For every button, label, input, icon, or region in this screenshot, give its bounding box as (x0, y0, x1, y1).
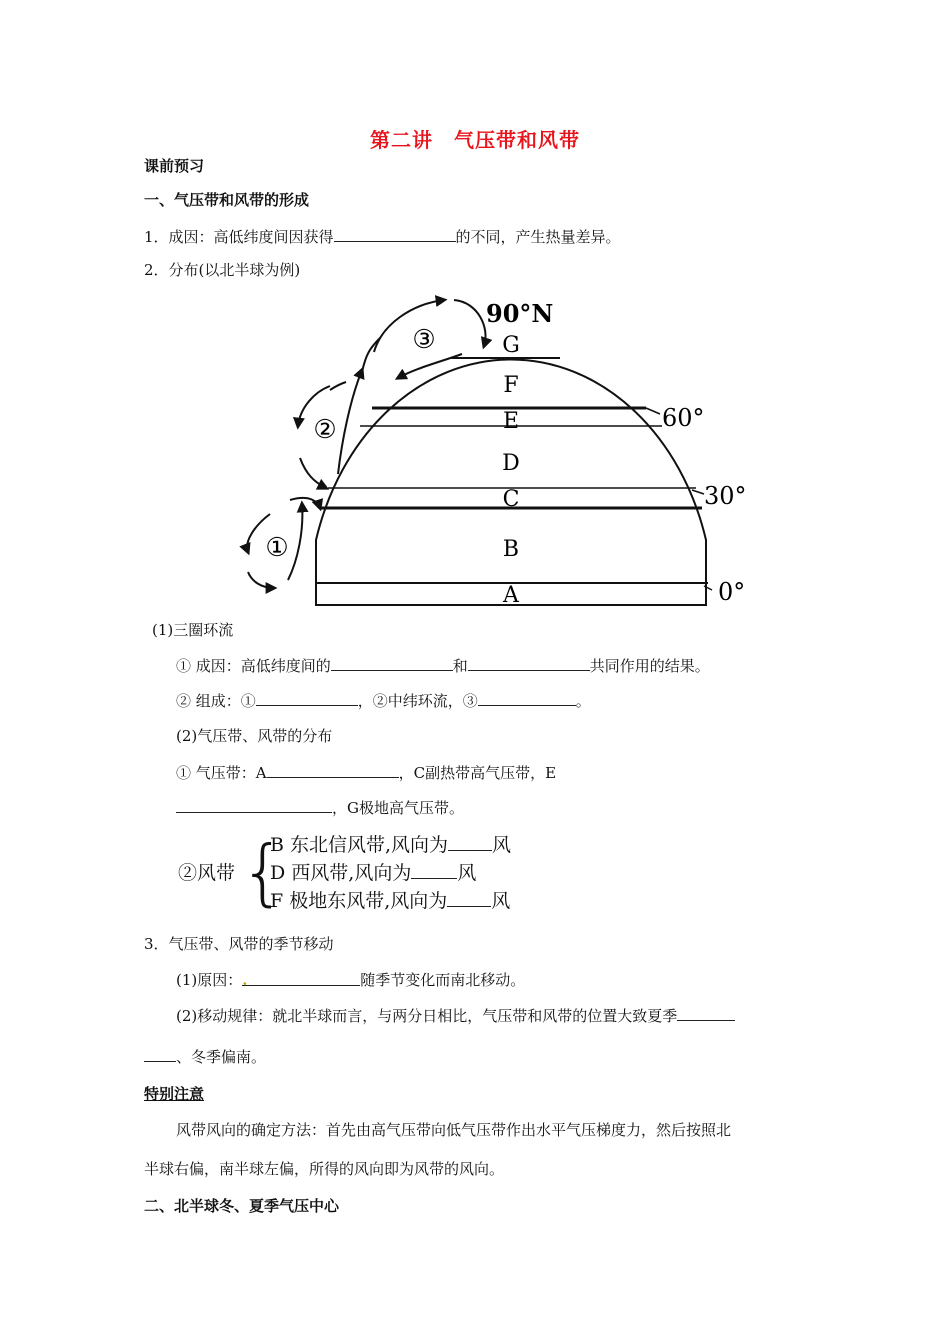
lat-label-90n: 90°N (486, 299, 554, 328)
blank-cause-1 (331, 655, 453, 671)
seasonal-reason: (1)原因：. 随季节变化而南北移动。 (176, 971, 526, 989)
note-heading: 特别注意 (144, 1085, 205, 1103)
section-1-heading: 一、气压带和风带的形成 (144, 191, 310, 209)
distribution-heading: (2)气压带、风带的分布 (176, 727, 333, 745)
band-label-d: D (502, 451, 520, 476)
band-label-f: F (503, 373, 519, 398)
lat-label-60: 60° (662, 404, 705, 432)
blank-rule-1 (677, 1005, 735, 1021)
blank-rule-2 (144, 1046, 176, 1062)
band-label-e: E (502, 409, 520, 434)
note-line-1: 风带风向的确定方法：首先由高气压带向低气压带作出水平气压梯度力，然后按照北 (176, 1121, 732, 1139)
blank-reason: . (242, 970, 360, 986)
seasonal-rule: (2)移动规律：就北半球而言，与两分日相比，气压带和风带的位置大致夏季 (176, 1005, 735, 1026)
blank-heat (334, 226, 456, 242)
band-label-b: B (502, 537, 520, 562)
preview-heading: 课前预习 (144, 157, 205, 175)
blank-cause-2 (468, 655, 590, 671)
brace-icon: { (240, 830, 286, 914)
band-label-a: A (503, 583, 519, 608)
circulation-composition: ② 组成：① ，②中纬环流，③ 。 (176, 692, 591, 710)
cell-label-2: ② (313, 415, 337, 445)
wind-belts-label: ②风带 (178, 862, 236, 884)
circulation-cause: ① 成因：高低纬度间的 和 共同作用的结果。 (176, 657, 710, 675)
item-1-cause: 1．成因：高低纬度间因获得 的不同，产生热量差异。 (144, 228, 621, 246)
blank-comp-1 (256, 690, 358, 706)
lat-label-0: 0° (718, 578, 746, 606)
blank-pressure-a (267, 762, 399, 778)
page-title: 第二讲 气压带和风带 (370, 128, 580, 152)
three-cell-circulation-diagram (230, 290, 760, 610)
circulation-heading: (1)三圈环流 (152, 621, 234, 639)
wind-belt-b: B 东北信风带,风向为 风 (270, 834, 512, 856)
cell-label-3: ③ (412, 325, 436, 355)
section-3-heading: 3．气压带、风带的季节移动 (144, 935, 334, 953)
wind-belt-d: D 西风带,风向为 风 (270, 862, 477, 884)
seasonal-rule-end: 、冬季偏南。 (144, 1046, 266, 1067)
blank-pressure-e (176, 797, 332, 813)
cell-label-1: ① (265, 533, 289, 563)
item-2-distribution: 2．分布(以北半球为例) (144, 261, 301, 279)
pressure-belts-line-2: ，G极地高气压带。 (176, 797, 464, 818)
note-line-2: 半球右偏，南半球左偏，所得的风向即为风带的风向。 (144, 1160, 505, 1178)
section-2-heading: 二、北半球冬、夏季气压中心 (144, 1197, 340, 1215)
blank-comp-3 (478, 690, 576, 706)
lat-label-30: 30° (704, 482, 747, 510)
wind-belt-f: F 极地东风带,风向为 风 (270, 890, 511, 912)
band-label-c: C (502, 487, 520, 512)
pressure-belts-line-1: ① 气压带：A ，C副热带高气压带，E (176, 764, 557, 782)
band-label-g: G (502, 333, 520, 358)
